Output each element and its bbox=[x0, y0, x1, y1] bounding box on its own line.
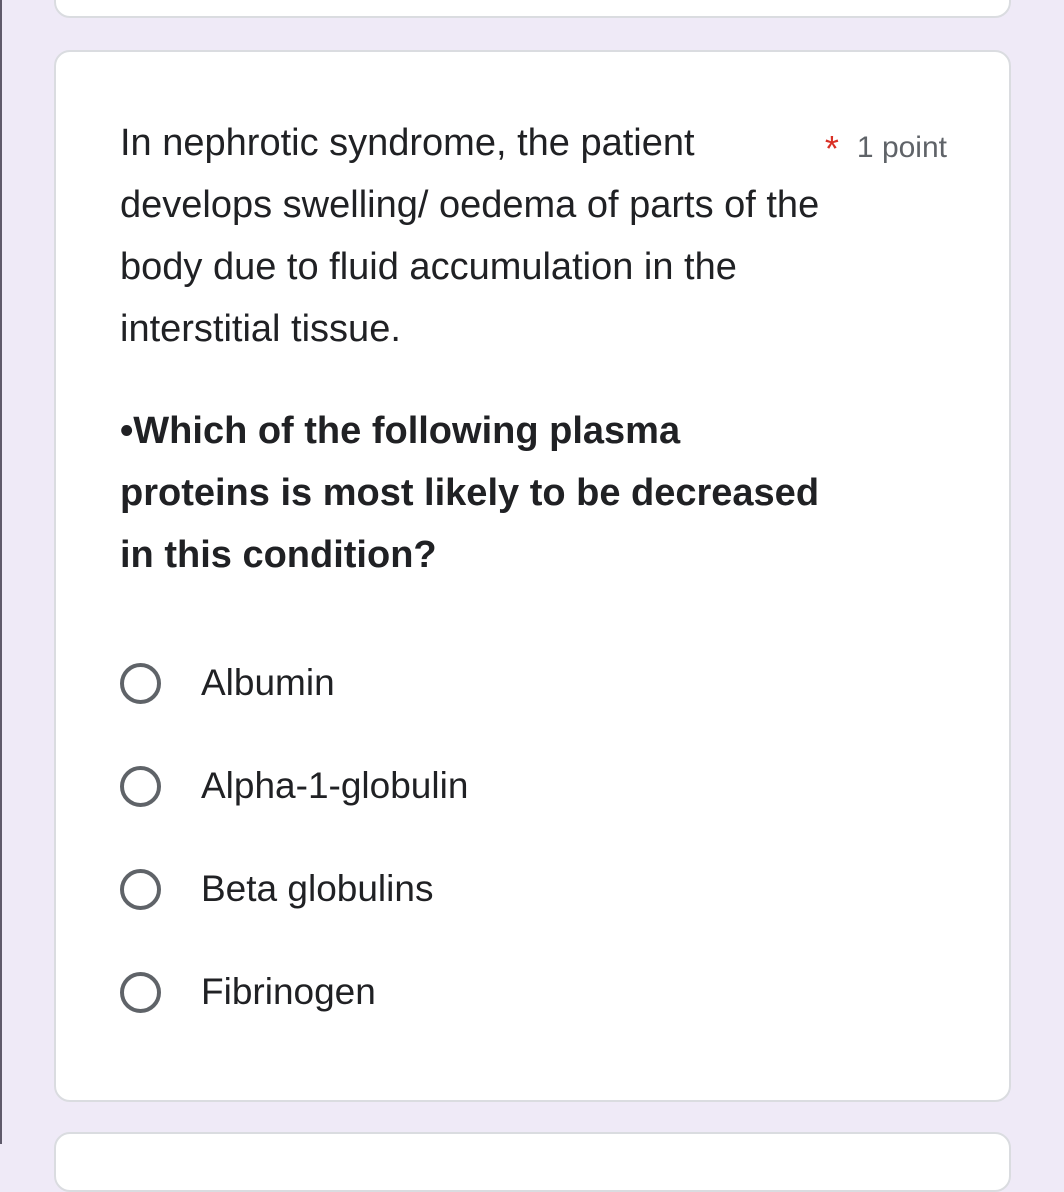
question-prompt: •Which of the following plasma proteins is most likely to be decreased in this condition? bbox=[120, 410, 820, 576]
option-label: Fibrinogen bbox=[201, 971, 376, 1012]
question-card bbox=[54, 50, 1011, 1102]
screen-edge bbox=[0, 0, 2, 1144]
next-question-card bbox=[54, 1132, 1011, 1192]
option-albumin[interactable] bbox=[120, 655, 920, 711]
answer-options bbox=[120, 655, 920, 1067]
option-label: Alpha-1-globulin bbox=[201, 765, 469, 806]
radio-button-icon[interactable] bbox=[120, 972, 161, 1013]
previous-question-card bbox=[54, 0, 1011, 18]
points-label: 1 point bbox=[856, 131, 947, 164]
option-label: Beta globulins bbox=[201, 868, 434, 909]
points-indicator bbox=[825, 128, 947, 169]
question-intro: In nephrotic syndrome, the patient develops swelling/ oedema of parts of the body due to fluid accumulation in the interstitial tissue. bbox=[120, 122, 820, 350]
radio-button-icon[interactable] bbox=[120, 869, 161, 910]
option-fibrinogen[interactable] bbox=[120, 964, 920, 1020]
option-label: Albumin bbox=[201, 662, 335, 703]
option-alpha-1-globulin[interactable] bbox=[120, 758, 920, 814]
radio-button-icon[interactable] bbox=[120, 663, 161, 704]
question-text bbox=[120, 112, 820, 586]
option-beta-globulins[interactable] bbox=[120, 861, 920, 917]
radio-button-icon[interactable] bbox=[120, 766, 161, 807]
required-asterisk: * bbox=[824, 128, 839, 169]
